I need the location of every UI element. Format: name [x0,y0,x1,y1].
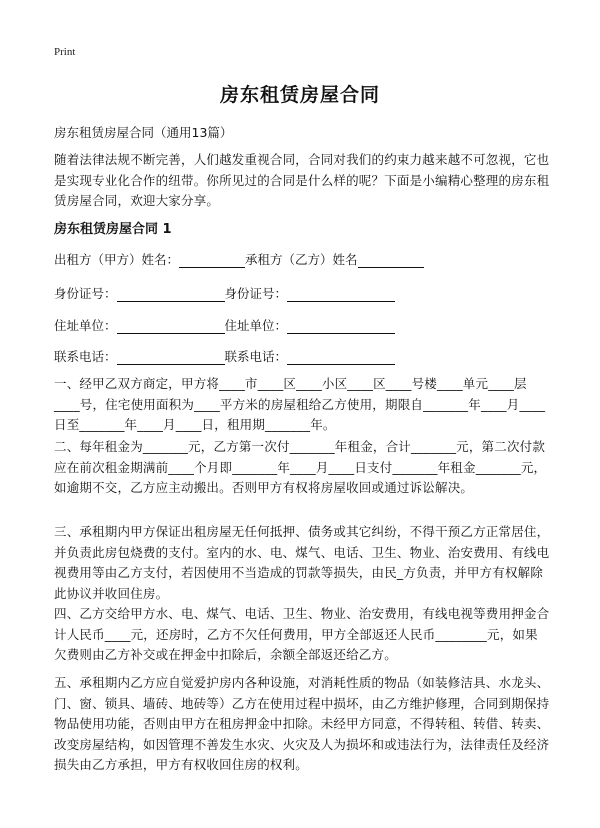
lessee-id-label: 身份证号： [224,286,288,301]
lessee-name-blank [358,253,424,268]
lessee-phone-label: 联系电话： [224,349,288,364]
lessor-id-label: 身份证号： [54,286,117,301]
lessee-address-label: 住址单位： [224,318,288,333]
lessor-phone-label: 联系电话： [54,349,117,364]
clause-5: 五、承租期内乙方应自觉爱护房内各种设施，对消耗性质的物品（如装修洁具、水龙头、门、窗、锁具、墙砖、地砖等）乙方在使用过程中损坏，由乙方维护修理，合同到期保持物品使用功能，否则由甲方在租房押金中扣除。未经甲方同意，不得转租、转借、转卖、改变房屋结构，如因管理不善发生水灾、火灾及人为损坏和或违法行为，法律责任及经济损失由乙方承担，甲方有权收回住房的权利。 [54,675,550,772]
lessee-name-label: 承租方（乙方）姓名 [245,252,358,267]
lessor-phone-blank [117,350,225,365]
lessor-address-label: 住址单位： [54,318,117,333]
document-title: 房东租赁房屋合同 [219,84,380,106]
phone-row [54,347,395,365]
clause-3: 三、承租期内甲方保证出租房屋无任何抵押、债务或其它纠纷，不得干预乙方正常居住，并负责此房包烧费的支付。室内的水、电、煤气、电话、卫生、物业、治安费用、有线电视费用等由乙方支付，若因使用不当造成的罚款等损失，由民_方负责，并甲方有权解除此协议并收回住房。 [54,524,550,601]
document-subtitle: 房东租赁房屋合同（通用13篇） [54,125,233,140]
lessee-address-blank [287,319,395,334]
lessee-phone-blank [287,350,395,365]
clause-1: 一、经甲乙双方商定，甲方将____市____区____小区____区____号楼____单元____层____号，住宅使用面积为____平方米的房屋租给乙方使用，期限自_______年____月____日至_______年____月____日，租用期_______年。 [54,376,546,432]
address-row [54,316,395,334]
lessor-address-blank [117,319,225,334]
lessor-name-label: 出租方（甲方）姓名： [54,252,180,267]
party-name-row [54,250,424,268]
lessor-name-blank [179,253,245,268]
clause-2: 二、每年租金为_______元，乙方第一次付_______年租金，合计_______元，第二次付款应在前次租金期满前____个月即_______年____月____日支付_______年租金_______元，如逾期不交，乙方应主动搬出。否则甲方有权将房屋收回或通过诉讼解决。 [54,439,547,495]
print-link[interactable]: Print [54,46,76,58]
section-heading: 房东租赁房屋合同 1 [54,222,172,237]
lessor-id-blank [117,287,225,302]
intro-paragraph: 随着法律法规不断完善，人们越发重视合同，合同对我们的约束力越来越不可忽视，它也是实现专业化合作的纽带。你所见过的合同是什么样的呢？下面是小编精心整理的房东租赁房屋合同，欢迎大家分享。 [54,152,550,208]
lessee-id-blank [287,287,395,302]
clause-4: 四、乙方交给甲方水、电、煤气、电话、卫生、物业、治安费用，有线电视等费用押金合计人民币____元，还房时，乙方不欠任何费用，甲方全部返还人民币________元，如果欠费则由乙方补交或在押金中扣除后，余额全部返还给乙方。 [54,606,550,662]
id-number-row [54,284,395,302]
